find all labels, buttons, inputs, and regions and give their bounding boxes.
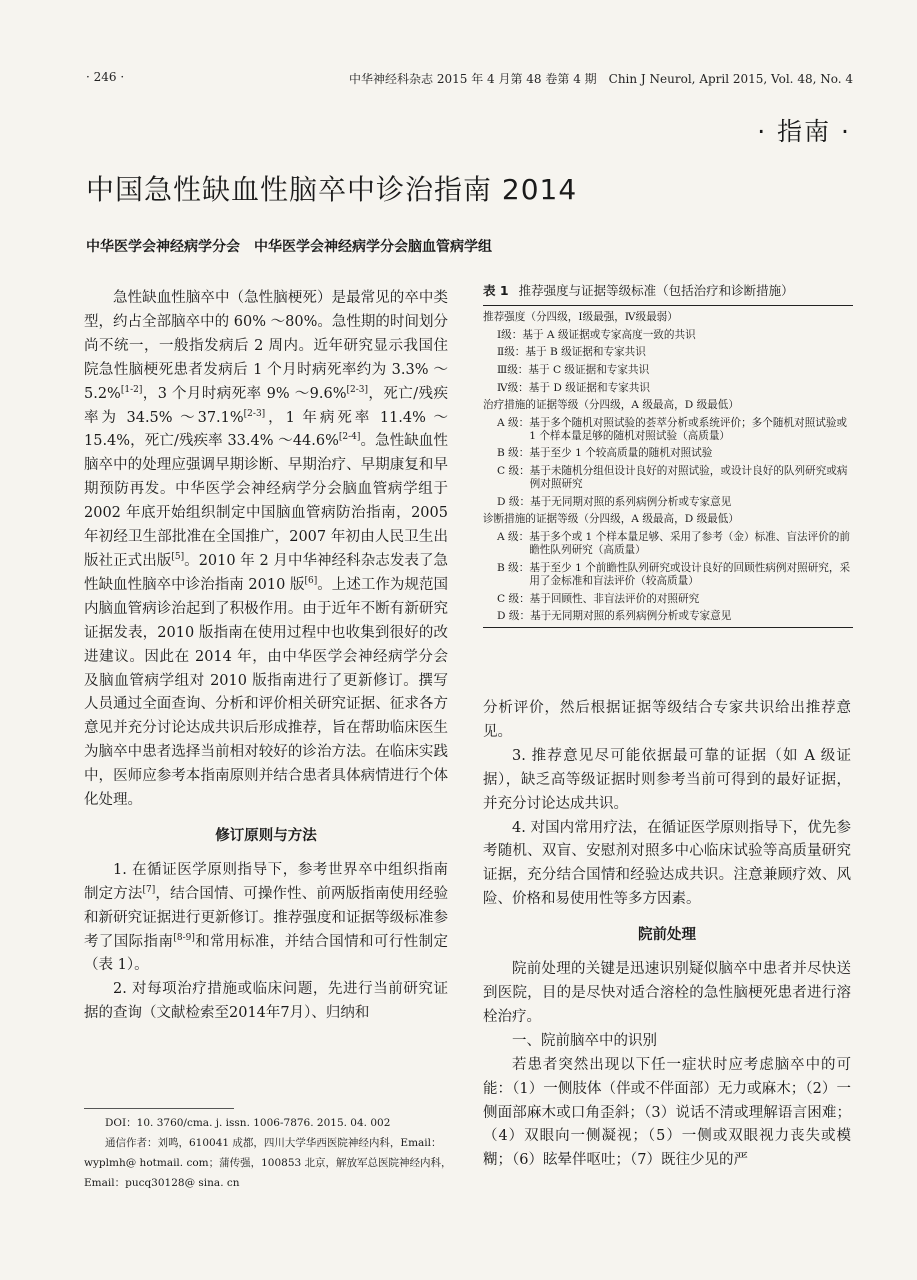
subheading-stroke-recognition: 一、院前脑卒中的识别	[512, 1032, 657, 1049]
table-row-text: 诊断措施的证据等级（分四级，A 级最高，D 级最低）	[483, 513, 739, 526]
table-level-row	[483, 414, 853, 445]
table-level-row	[483, 379, 853, 397]
authors: 中华医学会神经病学分会 中华医学会神经病学分会脑血管病学组	[86, 239, 492, 255]
section-heading-prehospital: 院前处理	[638, 927, 696, 944]
revision-paragraph-4: 4. 对国内常用疗法，在循证医学原则指导下，优先参考随机、双盲、安慰剂对照多中心临床试验等高质量研究证据，充分结合国情和经验达成共识。注意兼顾疗效、风险、价格和易使用性等多方因素。	[483, 819, 851, 908]
table-1	[483, 281, 853, 628]
revision-paragraph-3: 3. 推荐意见尽可能依据最可靠的证据（如 A 级证据），缺乏高等级证据时则参考当前可得到的最好证据，并充分讨论达成共识。	[483, 747, 851, 812]
table-level-row	[483, 560, 853, 591]
table-category-row	[483, 511, 853, 529]
table-level-row	[483, 445, 853, 463]
table-level-label: Ⅱ级：	[497, 346, 526, 359]
table-row-text: 推荐强度（分四级，Ⅰ级最强，Ⅳ级最弱）	[483, 311, 678, 324]
table-row-text: 基于未随机分组但设计良好的对照试验，或设计良好的队列研究或病例对照研究	[529, 465, 848, 491]
correspondence: 通信作者：刘鸣，610041 成都，四川大学华西医院神经内科，Email：wyplmh@ hotmail. com；蒲传强，100853 北京，解放军总医院神经内科，Email：pucq30128@ sina. cn	[84, 1137, 452, 1189]
revision-paragraph-1: 1. 在循证医学原则指导下，参考世界卒中组织指南制定方法[7]，结合国情、可操作性、前两版指南使用经验和新研究证据进行更新修订。推荐强度和证据等级标准参考了国际指南[8-9]和常用标准，并结合国情和可行性制定（表 1）。	[84, 861, 449, 974]
table-row-text: 基于多个随机对照试验的荟萃分析或系统评价；多个随机对照试验或 1 个样本量足够的随机对照试验（高质量）	[529, 416, 848, 442]
section-heading-revision: 修订原则与方法	[215, 827, 317, 844]
table-row-text: 基于至少 1 个较高质量的随机对照试验	[529, 447, 713, 460]
table-level-label: Ⅰ级：	[497, 328, 523, 341]
table-level-row	[483, 529, 853, 560]
footnote-rule	[84, 1108, 234, 1109]
doi: DOI：10. 3760/cma. j. issn. 1006-7876. 2015. 04. 002	[105, 1117, 391, 1129]
table-level-label: C 级：	[497, 465, 530, 478]
table-level-label: B 级：	[497, 561, 530, 574]
table-row-text: 基于多个或 1 个样本量足够、采用了参考（金）标准、盲法评价的前瞻性队列研究（高质量）	[529, 530, 850, 557]
article-title: 中国急性缺血性脑卒中诊治指南 2014	[86, 173, 578, 206]
left-column	[84, 287, 448, 1026]
footnote	[84, 1108, 454, 1193]
table-level-label: A 级：	[497, 416, 530, 429]
table-level-label: Ⅳ级：	[497, 381, 529, 394]
table-level-row	[483, 608, 853, 626]
table-level-label: Ⅲ级：	[497, 363, 529, 376]
table-row-text: 基于回顾性、非盲法评价的对照研究	[529, 592, 700, 605]
table-level-label: D 级：	[497, 495, 531, 508]
table-row-text: 基于 D 级证据和专家共识	[528, 381, 650, 394]
table-row-text: 基于 C 级证据和专家共识	[528, 363, 650, 376]
table-level-row	[483, 362, 853, 380]
table-row-text: 基于无同期对照的系列病例分析或专家意见	[530, 495, 732, 508]
table-level-row	[483, 327, 853, 345]
table-row-text: 基于无同期对照的系列病例分析或专家意见	[530, 610, 732, 623]
table-level-label: D 级：	[497, 610, 531, 623]
table-category-row	[483, 397, 853, 415]
table-row-text: 基于 A 级证据或专家高度一致的共识	[522, 328, 696, 341]
page-number: · 246 ·	[86, 70, 125, 84]
table-category-row	[483, 309, 853, 327]
revision-paragraph-2-continued: 分析评价，然后根据证据等级结合专家共识给出推荐意见。	[483, 700, 851, 740]
table-caption: 表 1 推荐强度与证据等级标准（包括治疗和诊断措施）	[483, 283, 794, 298]
table-row-text: 基于 B 级证据和专家共识	[525, 346, 646, 359]
journal-header: 中华神经科杂志 2015 年 4 月第 48 卷第 4 期 Chin J Neurol, April 2015, Vol. 48, No. 4	[349, 72, 853, 86]
revision-paragraph-2: 2. 对每项治疗措施或临床问题，先进行当前研究证据的查询（文献检索至2014年7月）、归纳和	[84, 981, 448, 1022]
table-level-row	[483, 344, 853, 362]
right-column	[483, 697, 851, 1173]
table-level-label: C 级：	[497, 592, 530, 605]
intro-paragraph: 急性缺血性脑卒中（急性脑梗死）是最常见的卒中类型，约占全部脑卒中的 60% ～80%。急性期的时间划分尚不统一，一般指发病后 2 周内。近年研究显示我国住院急性脑梗死患者发病后 1 个月时病死率约为 3.3% ～5.2%[1-2]，3 个月时病死率 9% ～9.6%[2-3]，死亡/残疾率为 34.5% ～37.1%[2-3]，1 年病死率 11.4% ～15.4%，死亡/残疾率 33.4% ～44.6%[2-4]。急性缺血性脑卒中的处理应强调早期诊断、早期治疗、早期康复和早期预防再发。中华医学会神经病学分会脑血管病学组于 2002 年底开始组织制定中国脑血管病防治指南，2005 年初经卫生部批准在全国推广，2007 年初由人民卫生出版社正式出版[5]。2010 年 2 月中华神经科杂志发表了急性缺血性脑卒中诊治指南 2010 版[6]。上述工作为规范国内脑血管病诊治起到了积极作用。由于近年不断有新研究证据发表，2010 版指南在使用过程中也收集到很好的改进建议。因此在 2014 年，由中华医学会神经病学分会及脑血管病学组对 2010 版指南进行了更新修订。撰写人员通过全面查询、分析和评价相关研究证据、征求各方意见并充分讨论达成共识后形成推荐，旨在帮助临床医生为脑卒中患者选择当前相对较好的诊治方法。在临床实践中，医师应参考本指南原则并结合患者具体病情进行个体化处理。	[84, 290, 449, 809]
table-level-row	[483, 463, 853, 494]
table-row-text: 治疗措施的证据等级（分四级，A 级最高，D 级最低）	[483, 399, 739, 412]
table-level-row	[483, 494, 853, 512]
section-tag: · 指南 ·	[757, 117, 851, 146]
prehospital-paragraph-1: 院前处理的关键是迅速识别疑似脑卒中患者并尽快送到医院，目的是尽快对适合溶栓的急性脑梗死患者进行溶栓治疗。	[483, 961, 851, 1025]
prehospital-paragraph-2: 若患者突然出现以下任一症状时应考虑脑卒中的可能：（1）一侧肢体（伴或不伴面部）无力或麻木；（2）一侧面部麻木或口角歪斜；（3）说话不清或理解语言困难；（4）双眼向一侧凝视；（5）一侧或双眼视力丧失或模糊；（6）眩晕伴呕吐；（7）既往少见的严	[483, 1056, 851, 1169]
table-level-row	[483, 590, 853, 608]
table-level-label: A 级：	[497, 530, 530, 543]
table-level-label: B 级：	[497, 447, 530, 460]
table-body	[483, 305, 853, 628]
table-row-text: 基于至少 1 个前瞻性队列研究或设计良好的回顾性病例对照研究，采用了金标准和盲法评价（较高质量）	[529, 561, 851, 587]
